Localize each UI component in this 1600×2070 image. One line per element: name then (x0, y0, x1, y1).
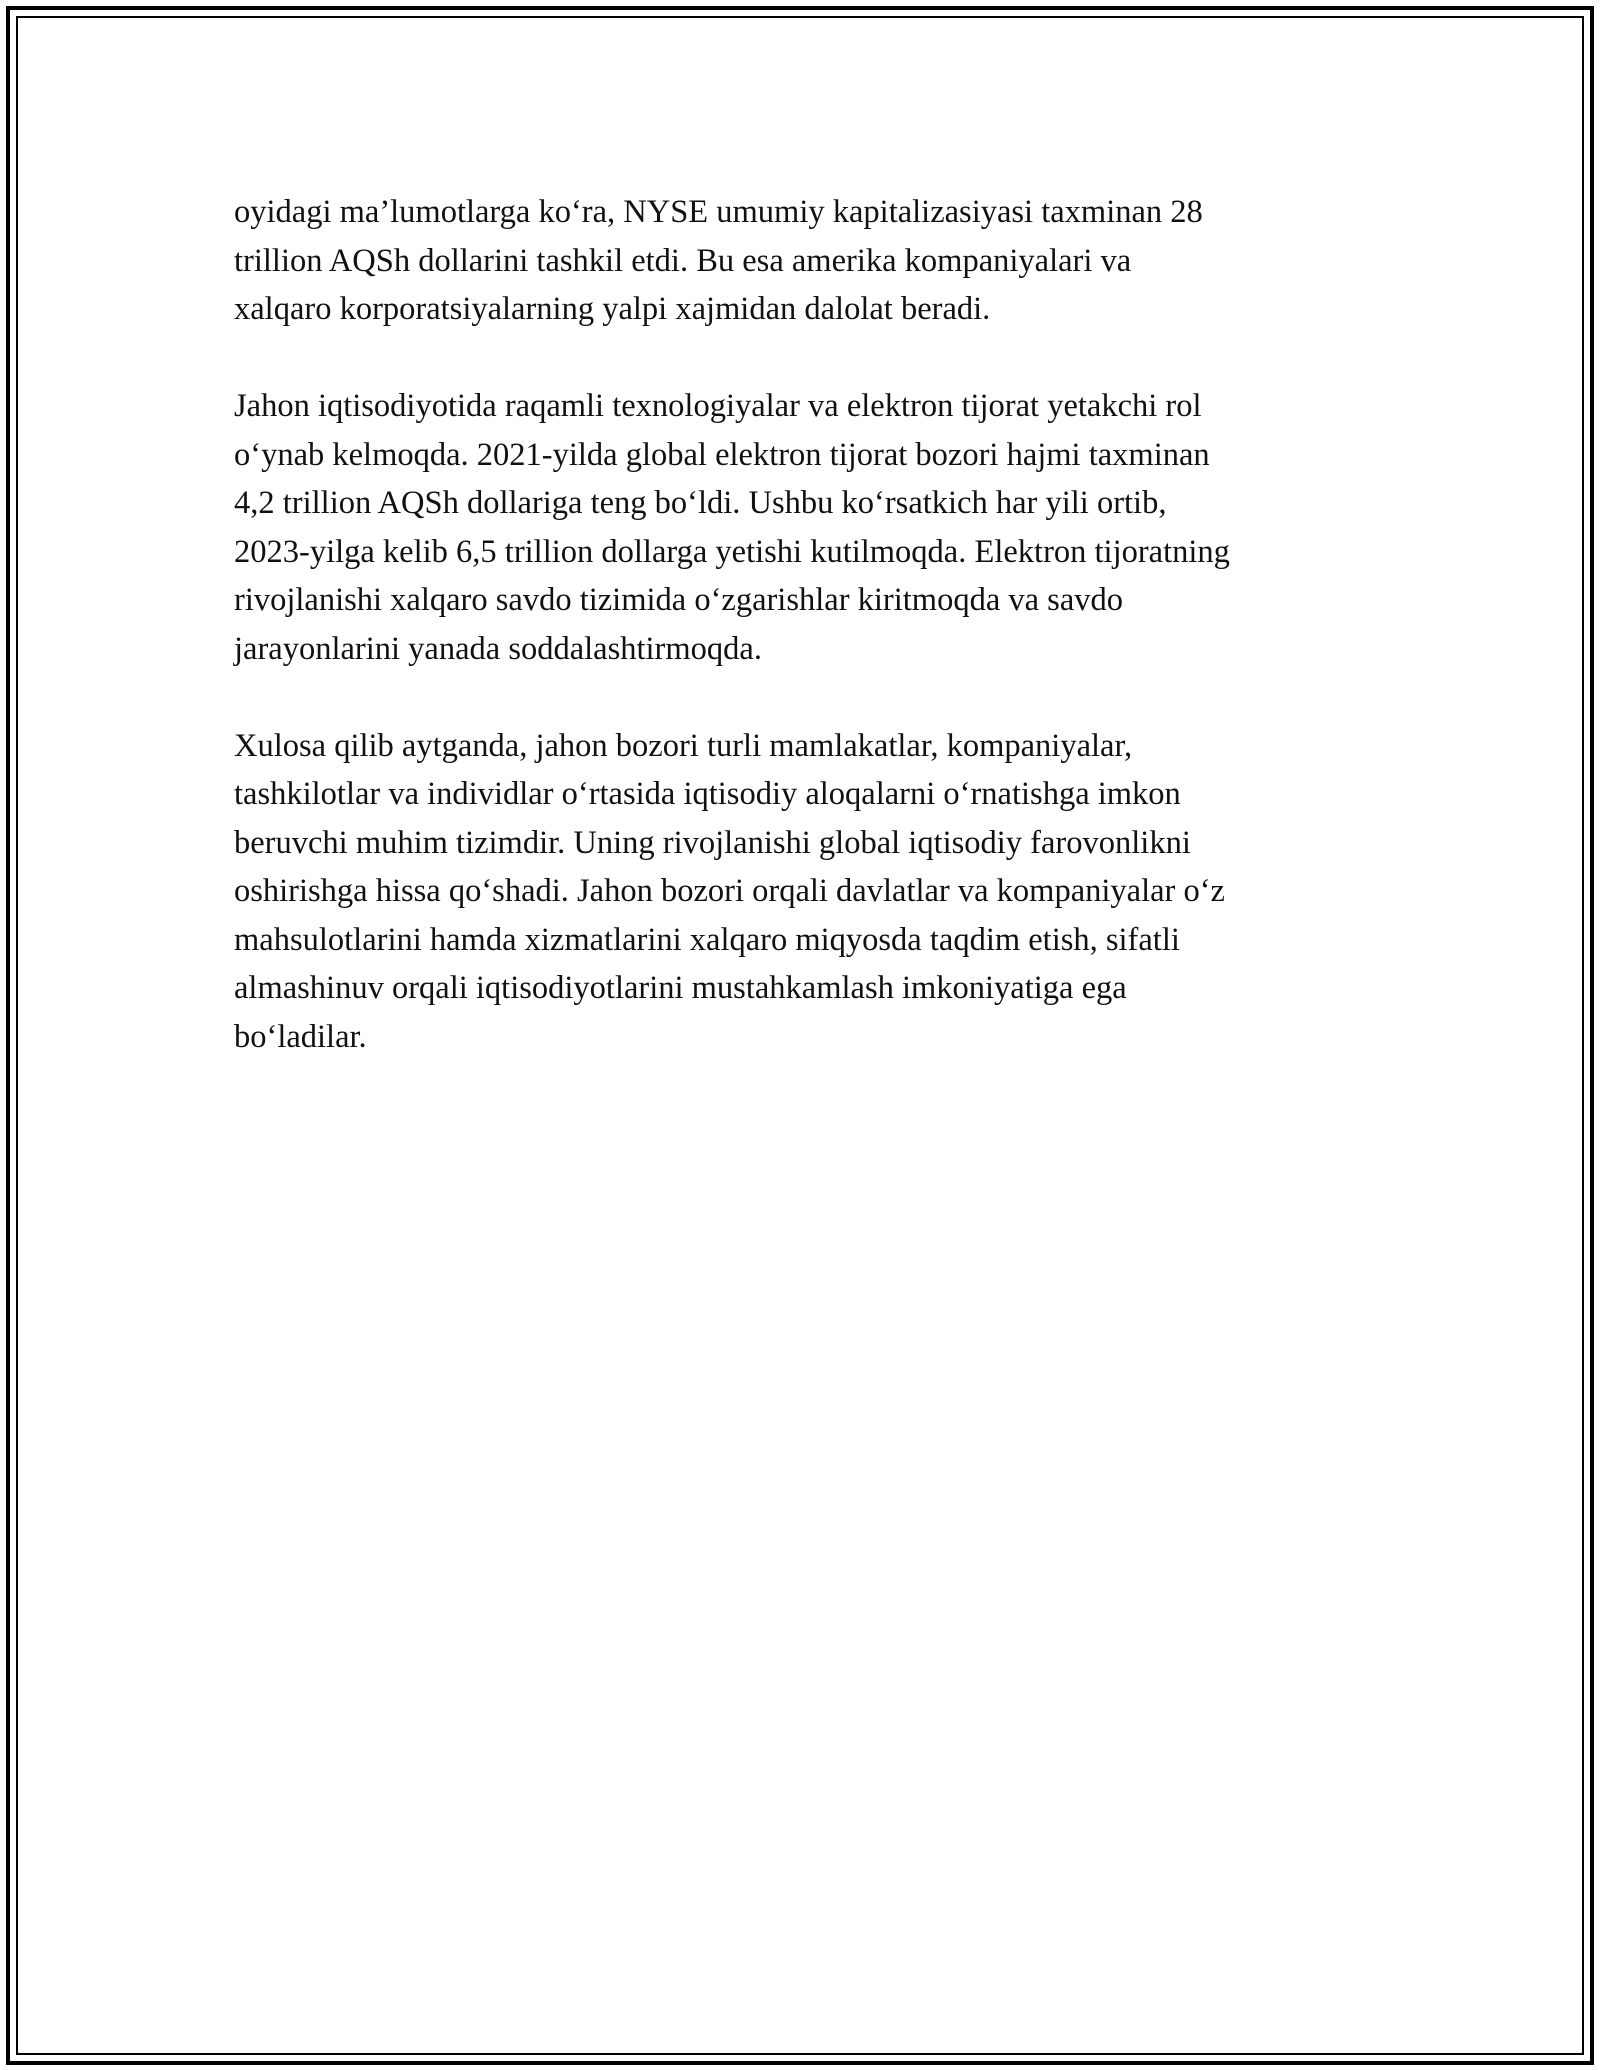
text-line: almashinuv orqali iqtisodiyotlarini mustahkamlash imkoniyatiga ega (234, 970, 1127, 1006)
paragraph-2 (234, 382, 1374, 673)
text-line: rivojlanishi xalqaro savdo tizimida o‘zgarishlar kiritmoqda va savdo (234, 582, 1124, 618)
paragraph-3 (234, 722, 1374, 1062)
document-body (234, 188, 1374, 1110)
text-line: 2023-yilga kelib 6,5 trillion dollarga yetishi kutilmoqda. Elektron tijoratning (234, 533, 1230, 570)
text-line: 4,2 trillion AQSh dollariga teng bo‘ldi. Ushbu ko‘rsatkich har yili ortib, (234, 485, 1167, 521)
text-line: jarayonlarini yanada soddalashtirmoqda. (234, 630, 762, 667)
text-line: xalqaro korporatsiyalarning yalpi xajmidan dalolat beradi. (234, 291, 991, 327)
text-line: Jahon iqtisodiyotida raqamli texnologiyalar va elektron tijorat yetakchi rol (234, 388, 1202, 424)
text-line: o‘ynab kelmoqda. 2021-yilda global elektron tijorat bozori hajmi taxminan (234, 436, 1210, 473)
text-line: oyidagi ma’lumotlarga ko‘ra, NYSE umumiy kapitalizasiyasi taxminan 28 (234, 194, 1203, 230)
text-line: tashkilotlar va individlar o‘rtasida iqtisodiy aloqalarni o‘rnatishga imkon (234, 776, 1181, 812)
text-line: trillion AQSh dollarini tashkil etdi. Bu esa amerika kompaniyalari va (234, 242, 1132, 279)
paragraph-1 (234, 188, 1374, 334)
text-line: beruvchi muhim tizimdir. Uning rivojlanishi global iqtisodiy farovonlikni (234, 824, 1191, 861)
text-line: mahsulotlarini hamda xizmatlarini xalqaro miqyosda taqdim etish, sifatli (234, 921, 1180, 958)
text-line: bo‘ladilar. (234, 1018, 367, 1055)
text-line: Xulosa qilib aytganda, jahon bozori turli mamlakatlar, kompaniyalar, (234, 727, 1133, 764)
text-line: oshirishga hissa qo‘shadi. Jahon bozori orqali davlatlar va kompaniyalar o‘z (234, 873, 1225, 909)
